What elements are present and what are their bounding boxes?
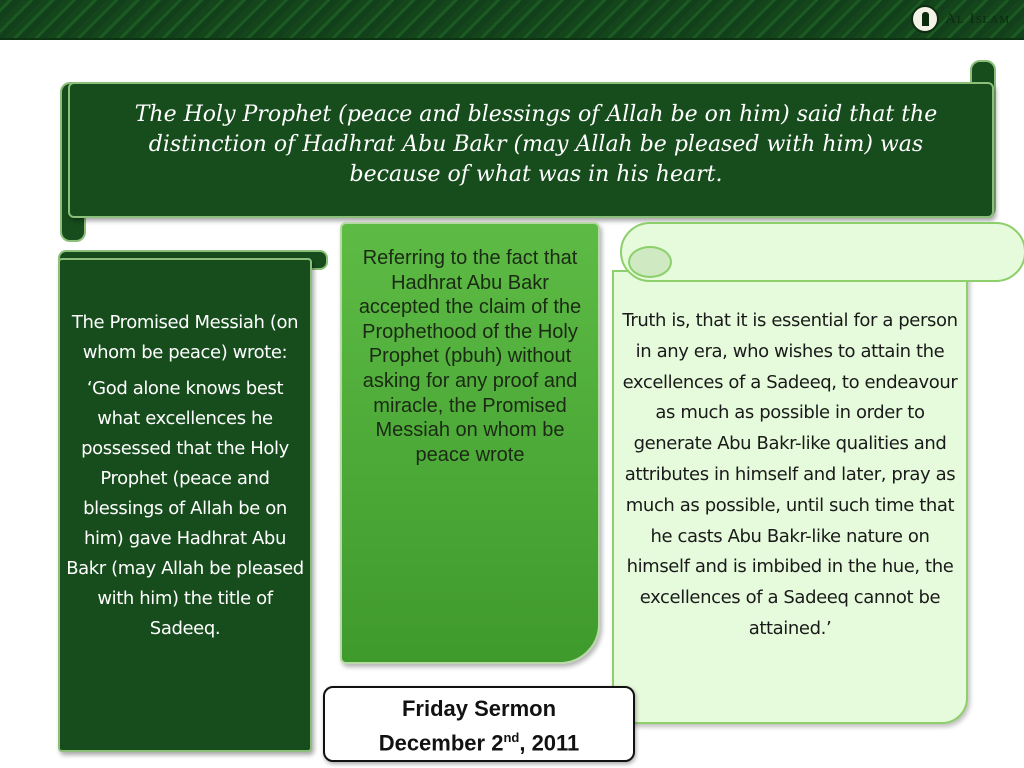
left-panel-text bbox=[66, 308, 304, 650]
sermon-date-sup: nd bbox=[503, 730, 520, 745]
context-text: Referring to the fact that Hadhrat Abu Bakr accepted the claim of the Prophethood of the Holy Prophet (pbuh) without asking for any proof and miracle, the Promised Messiah on whom be peace wrote bbox=[358, 247, 582, 466]
truth-quote-text: Truth is, that it is essential for a person in any era, who wishes to attain the excellences of a Sadeeq, to endeavour as much as possible in order to generate Abu Bakr-like qualities and attributes in himself and later, pray as much as possible, until such time that he casts Abu Bakr-like nature on himself and is imbibed in the hue, the excellences of a Sadeeq cannot be attained.’ bbox=[622, 310, 958, 639]
al-islam-logo[interactable] bbox=[911, 4, 1010, 34]
right-panel-top-roll bbox=[620, 222, 1024, 282]
minaret-icon bbox=[911, 5, 939, 33]
truth-quote-panel bbox=[612, 270, 968, 724]
right-roll-curl bbox=[628, 246, 672, 278]
context-panel bbox=[340, 222, 600, 664]
logo-text: Al Islam bbox=[945, 10, 1010, 27]
promised-messiah-panel bbox=[58, 258, 312, 752]
hadith-text: The Holy Prophet (peace and blessings of Allah be on him) said that the distinction of Hadhrat Abu Bakr (may Allah be pleased with him) was because of what was in his heart. bbox=[134, 102, 938, 187]
left-panel-quote: ‘God alone knows best what excellences he possessed that the Holy Prophet (peace and blessings of Allah be on him) gave Hadhrat Abu Bakr (may Allah be pleased with him) the title of Sadeeq. bbox=[66, 378, 304, 639]
hadith-banner bbox=[68, 82, 994, 218]
top-banner-bar bbox=[0, 0, 1024, 40]
sermon-date-prefix: December 2 bbox=[378, 730, 504, 756]
sermon-title: Friday Sermon bbox=[401, 696, 557, 721]
sermon-date-suffix: , 2011 bbox=[519, 730, 580, 756]
left-panel-intro: The Promised Messiah (on whom be peace) wrote: bbox=[71, 312, 299, 363]
sermon-date-box bbox=[323, 686, 635, 762]
sermon-date bbox=[325, 723, 633, 757]
